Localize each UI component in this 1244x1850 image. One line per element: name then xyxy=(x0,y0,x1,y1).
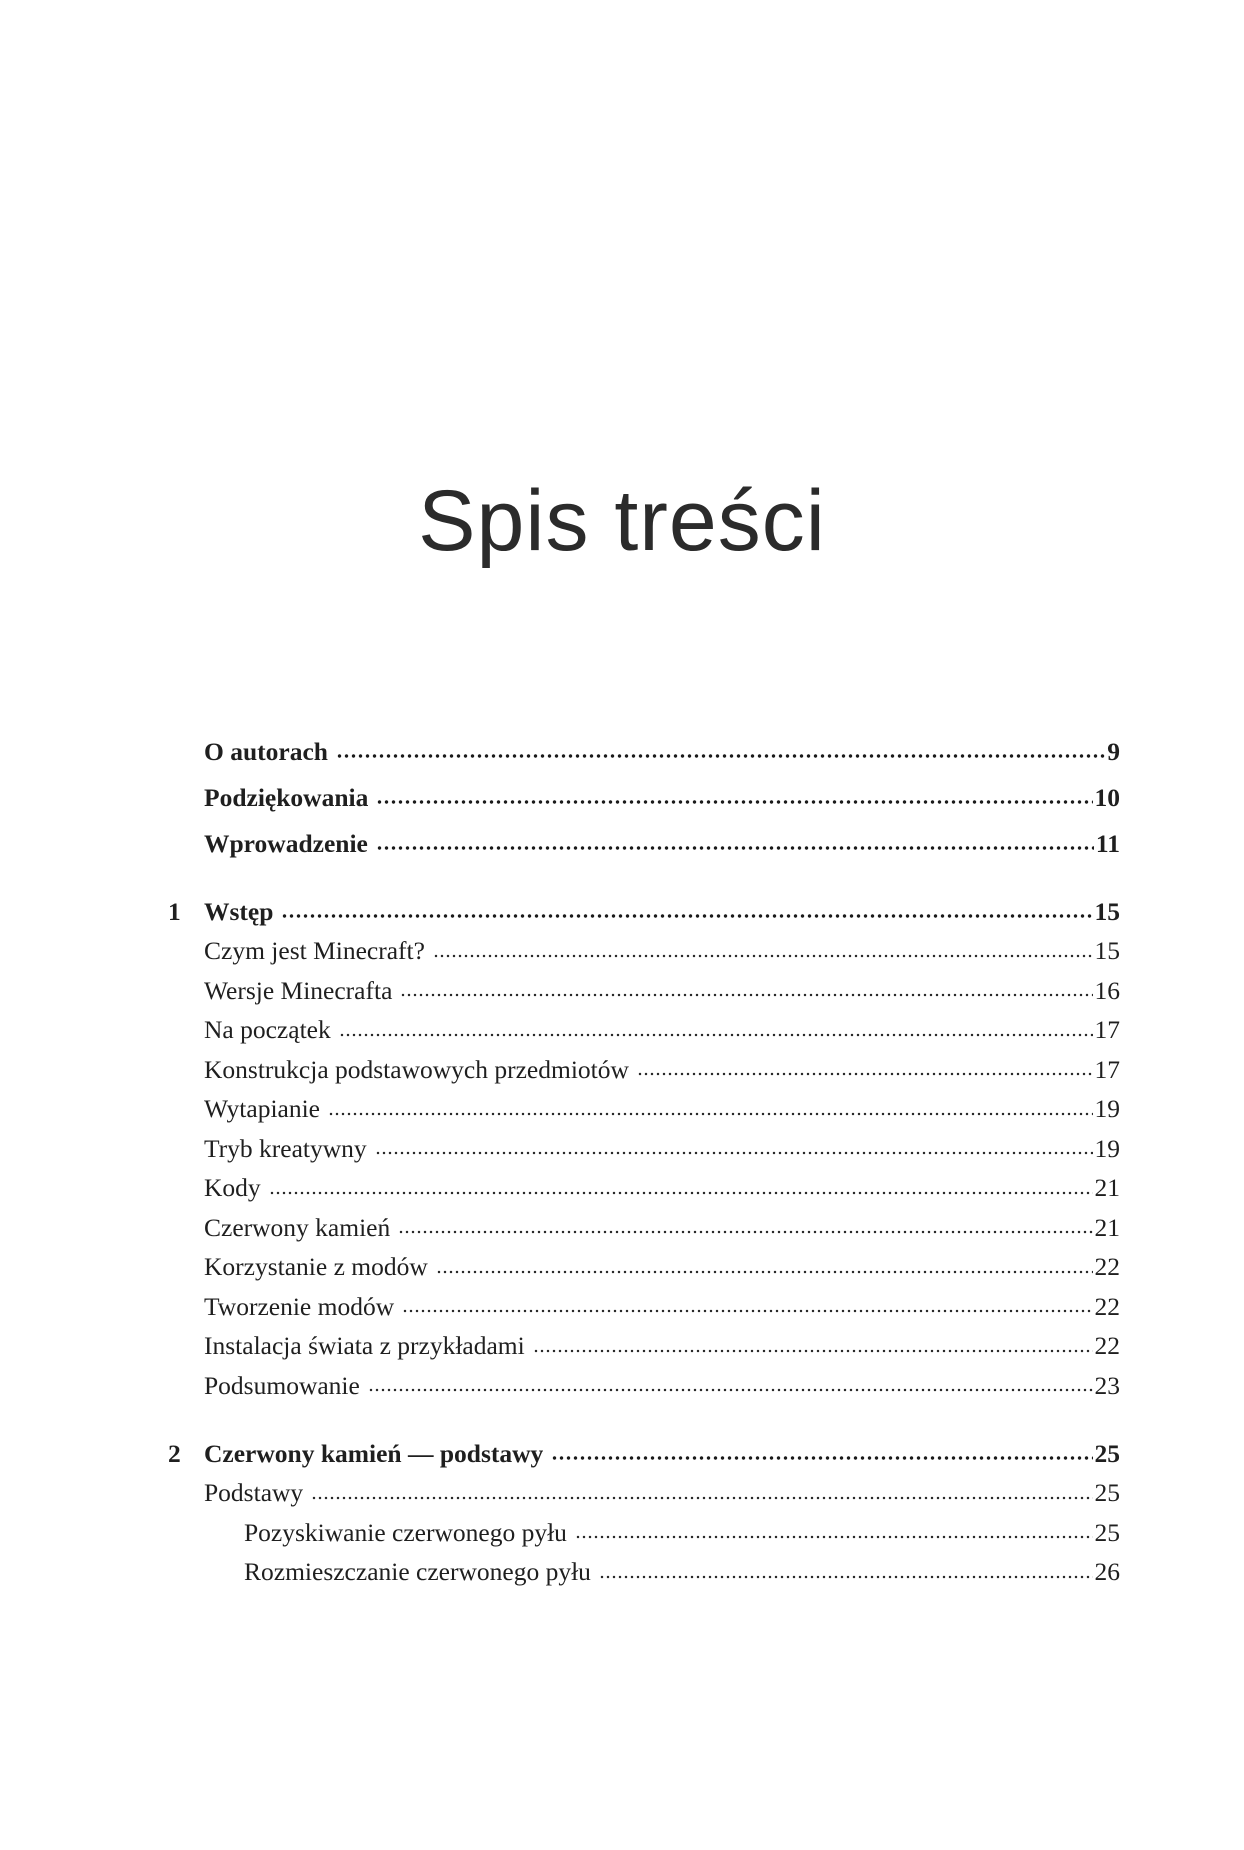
dot-leader xyxy=(551,1455,1092,1461)
dot-leader xyxy=(400,992,1092,998)
toc-entry-podziekowania[interactable] xyxy=(160,764,1120,810)
toc-page-number: 17 xyxy=(1094,1054,1120,1084)
dot-leader xyxy=(436,1269,1093,1275)
toc-entry-wprowadzenie[interactable] xyxy=(160,810,1120,856)
dot-leader xyxy=(376,799,1092,805)
spacer xyxy=(160,856,1120,878)
dot-leader xyxy=(328,1111,1093,1117)
toc-entry-label: Pozyskiwanie czerwonego pyłu xyxy=(244,1517,567,1547)
dot-leader xyxy=(311,1495,1092,1501)
toc-entry-label: Podziękowania xyxy=(204,782,369,812)
dot-leader xyxy=(599,1574,1093,1580)
toc-section[interactable] xyxy=(160,1043,1120,1083)
toc-section[interactable] xyxy=(160,1466,1120,1506)
dot-leader xyxy=(269,1190,1093,1196)
toc-entry-label: Instalacja świata z przykładami xyxy=(204,1331,525,1360)
dot-leader xyxy=(533,1348,1093,1354)
dot-leader xyxy=(339,1032,1093,1038)
dot-leader xyxy=(336,753,1105,759)
dot-leader xyxy=(637,1071,1093,1077)
toc-section[interactable] xyxy=(160,1201,1120,1241)
dot-leader xyxy=(368,1387,1093,1393)
toc-section[interactable] xyxy=(160,924,1120,964)
table-of-contents xyxy=(160,718,1120,1585)
toc-entry-label: Podstawy xyxy=(204,1478,304,1507)
toc-page-number: 25 xyxy=(1094,1517,1120,1547)
toc-entry-label: Czerwony kamień xyxy=(204,1212,391,1242)
toc-section[interactable] xyxy=(160,1082,1120,1122)
toc-entry-label: Podsumowanie xyxy=(204,1370,360,1400)
toc-section[interactable] xyxy=(160,1003,1120,1043)
toc-entry-label: O autorach xyxy=(204,736,328,766)
toc-entry-o-autorach[interactable] xyxy=(160,718,1120,764)
toc-subsection[interactable] xyxy=(160,1506,1120,1546)
toc-page-number: 21 xyxy=(1094,1173,1120,1202)
spacer xyxy=(160,1398,1120,1420)
toc-section[interactable] xyxy=(160,1122,1120,1162)
toc-page-number: 16 xyxy=(1094,975,1120,1005)
toc-page-number: 25 xyxy=(1094,1478,1120,1507)
toc-page-number: 21 xyxy=(1094,1212,1120,1242)
toc-section[interactable] xyxy=(160,1280,1120,1320)
dot-leader xyxy=(376,845,1094,851)
toc-entry-label: Wprowadzenie xyxy=(204,828,368,858)
chapter-number: 2 xyxy=(168,1438,181,1468)
toc-page-number: 11 xyxy=(1095,828,1120,858)
toc-page-number: 15 xyxy=(1094,936,1120,965)
dot-leader xyxy=(281,913,1092,919)
toc-page-number: 9 xyxy=(1107,736,1120,766)
toc-page-number: 15 xyxy=(1094,896,1120,926)
toc-page-number: 17 xyxy=(1094,1015,1120,1044)
toc-entry-label: Rozmieszczanie czerwonego pyłu xyxy=(244,1557,591,1586)
toc-entry-label: Wstęp xyxy=(204,896,274,926)
toc-entry-label: Tworzenie modów xyxy=(204,1291,395,1321)
toc-entry-label: Czym jest Minecraft? xyxy=(204,936,425,965)
dot-leader xyxy=(402,1308,1092,1314)
chapter-number: 1 xyxy=(168,896,181,926)
toc-section[interactable] xyxy=(160,1240,1120,1280)
toc-section[interactable] xyxy=(160,1359,1120,1399)
toc-page-number: 10 xyxy=(1094,782,1120,812)
toc-entry-label: Wersje Minecrafta xyxy=(204,975,393,1005)
toc-page-number: 25 xyxy=(1094,1438,1120,1468)
toc-page-number: 22 xyxy=(1094,1331,1120,1360)
dot-leader xyxy=(575,1534,1093,1540)
toc-section[interactable] xyxy=(160,964,1120,1004)
toc-entry-label: Tryb kreatywny xyxy=(204,1133,367,1163)
toc-entry-label: Kody xyxy=(204,1173,261,1202)
toc-subsection[interactable] xyxy=(160,1545,1120,1585)
toc-page-number: 19 xyxy=(1094,1094,1120,1123)
toc-section[interactable] xyxy=(160,1161,1120,1201)
toc-entry-label: Korzystanie z modów xyxy=(204,1252,428,1281)
toc-chapter-1[interactable] xyxy=(160,878,1120,924)
toc-entry-label: Wytapianie xyxy=(204,1094,320,1123)
toc-section[interactable] xyxy=(160,1319,1120,1359)
dot-leader xyxy=(433,953,1093,959)
toc-page-number: 19 xyxy=(1094,1133,1120,1163)
dot-leader xyxy=(375,1150,1093,1156)
dot-leader xyxy=(398,1229,1092,1235)
toc-entry-label: Konstrukcja podstawowych przedmiotów xyxy=(204,1054,629,1084)
toc-page-number: 23 xyxy=(1094,1370,1120,1400)
toc-entry-label: Czerwony kamień — podstawy xyxy=(204,1438,544,1468)
page-title: Spis treści xyxy=(418,472,826,569)
toc-page-number: 22 xyxy=(1094,1291,1120,1321)
toc-page-number: 22 xyxy=(1094,1252,1120,1281)
toc-page-number: 26 xyxy=(1094,1557,1120,1586)
toc-entry-label: Na początek xyxy=(204,1015,331,1044)
toc-chapter-2[interactable] xyxy=(160,1420,1120,1466)
